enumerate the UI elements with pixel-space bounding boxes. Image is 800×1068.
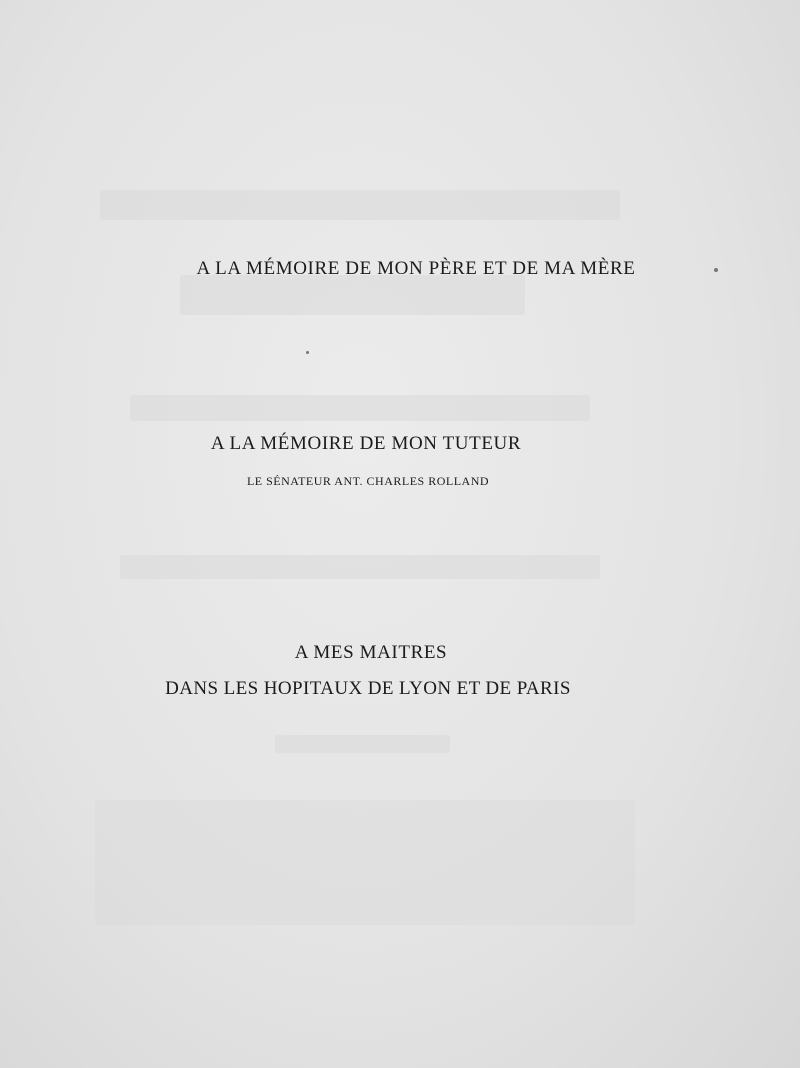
show-through-block <box>275 735 450 753</box>
show-through-block <box>130 395 590 421</box>
ink-speck <box>306 351 309 354</box>
show-through-block <box>100 190 620 220</box>
dedication-hospitals: DANS LES HOPITAUX DE LYON ET DE PARIS <box>165 678 571 699</box>
dedication-guardian: A LA MÉMOIRE DE MON TUTEUR <box>210 433 522 454</box>
show-through-block <box>180 275 525 315</box>
show-through-block <box>95 800 635 925</box>
dedication-guardian-name: LE SÉNATEUR ANT. CHARLES ROLLAND <box>246 474 490 488</box>
dedication-masters: A MES MAITRES <box>294 642 448 663</box>
show-through-block <box>120 555 600 579</box>
dedication-parents: A LA MÉMOIRE DE MON PÈRE ET DE MA MÈRE <box>196 258 636 279</box>
